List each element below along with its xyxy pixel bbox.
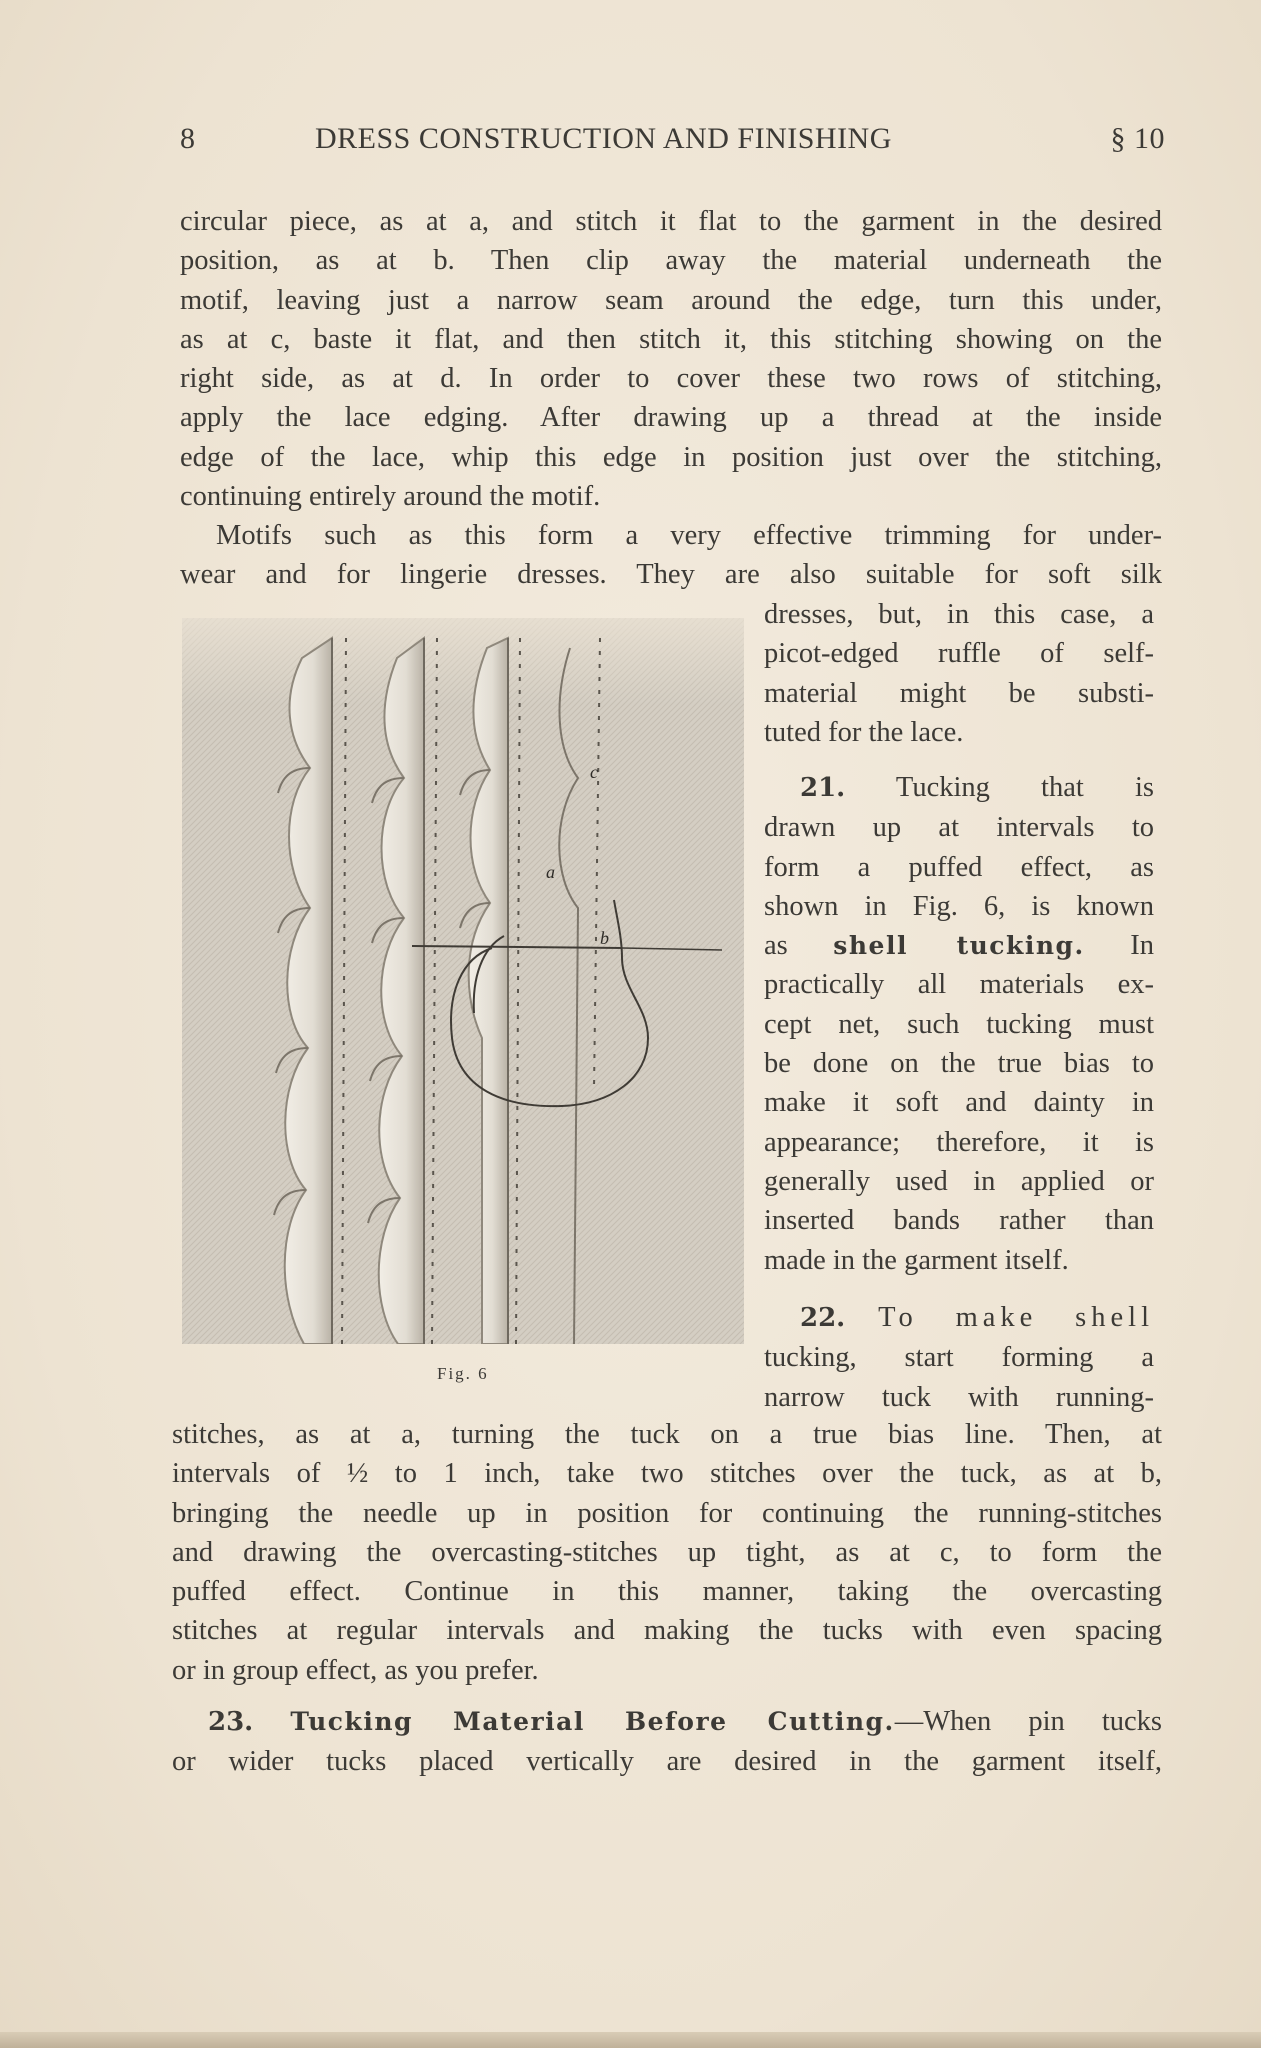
text-line: continuing entirely around the motif. xyxy=(180,481,601,513)
figure-label-b: b xyxy=(600,928,609,948)
text-line xyxy=(172,1702,1162,1742)
text-line: generally used in applied or xyxy=(764,1165,1154,1197)
figure-shell-tucking xyxy=(182,618,744,1344)
text-line: picot-edged ruffle of self- xyxy=(764,638,1154,670)
text-line: puffed effect. Continue in this manner, taking the overcasting xyxy=(172,1576,1162,1608)
text-line: intervals of ½ to 1 inch, take two stitches over the tuck, as at b, xyxy=(172,1458,1162,1490)
text-line: appearance; therefore, it is xyxy=(764,1126,1154,1158)
text-line: tuted for the lace. xyxy=(764,716,964,748)
text-line: form a puffed effect, as xyxy=(764,851,1154,883)
figure-caption: Fig. 6 xyxy=(437,1364,489,1383)
text-line: material might be substi- xyxy=(764,677,1154,709)
text-line: shown in Fig. 6, is known xyxy=(764,890,1154,922)
text-line: circular piece, as at a, and stitch it flat to the garment in the desired xyxy=(180,206,1162,237)
section-22-body xyxy=(172,1415,1162,1690)
text-line: apply the lace edging. After drawing up a thread at the inside xyxy=(180,402,1162,434)
text-line xyxy=(764,926,1154,965)
text-line: right side, as at d. In order to cover these two rows of stitching, xyxy=(180,363,1162,395)
section-number: 22. xyxy=(800,1303,846,1333)
paragraph-2 xyxy=(180,516,1162,595)
paragraph-1 xyxy=(180,202,1162,516)
running-header xyxy=(180,122,1165,162)
text-line: drawn up at intervals to xyxy=(764,812,1154,844)
text-line: as at c, baste it flat, and then stitch it, this stitching showing on the xyxy=(180,323,1162,355)
section-21 xyxy=(764,768,1154,1280)
text-line: or in group effect, as you prefer. xyxy=(172,1654,539,1686)
text-line: made in the garment itself. xyxy=(764,1244,1069,1276)
text-line: wear and for lingerie dresses. They are also suitable for soft silk xyxy=(180,559,1162,591)
section-number: 21. xyxy=(800,773,846,803)
text-line: motif, leaving just a narrow seam around the edge, turn this under, xyxy=(180,284,1162,316)
figure-illustration xyxy=(182,618,744,1344)
page-number: 8 xyxy=(180,122,196,155)
text-line: cept net, such tucking must xyxy=(764,1008,1154,1040)
section-mark: § 10 xyxy=(1110,122,1165,155)
text-line: inserted bands rather than xyxy=(764,1205,1154,1237)
figure-label-c: c xyxy=(590,762,598,782)
text-line: stitches, as at a, turning the tuck on a true bias line. Then, at xyxy=(172,1419,1162,1450)
text-line: narrow tuck with running- xyxy=(764,1381,1154,1413)
text-line: make it soft and dainty in xyxy=(764,1087,1154,1119)
text-line: practically all materials ex- xyxy=(764,969,1154,1001)
text-fragment: —When pin tucks xyxy=(894,1706,1162,1737)
text-line: tucking, start forming a xyxy=(764,1342,1154,1374)
text-line: or wider tucks placed vertically are desired in the garment itself, xyxy=(172,1746,1162,1778)
bold-term: shell tucking. xyxy=(833,931,1085,961)
text-fragment: Tucking that is xyxy=(895,772,1154,803)
text-line: and drawing the overcasting-stitches up tight, as at c, to form the xyxy=(172,1536,1162,1568)
text-line: Motifs such as this form a very effective trimming for under- xyxy=(216,520,1162,551)
text-line: edge of the lace, whip this edge in position just over the stitching, xyxy=(180,441,1162,473)
text-fragment: To make shell xyxy=(878,1302,1155,1333)
text-line: dresses, but, in this case, a xyxy=(764,599,1154,630)
text-line: bringing the needle up in position for continuing the running-stitches xyxy=(172,1497,1162,1529)
text-fragment: as xyxy=(764,930,788,962)
paragraph-2-continued xyxy=(764,595,1154,752)
section-22-start xyxy=(764,1298,1154,1417)
text-line: be done on the true bias to xyxy=(764,1048,1154,1080)
figure-label-a: a xyxy=(546,862,555,882)
page-edge xyxy=(0,2032,1261,2048)
text-line xyxy=(764,768,1154,808)
text-line: position, as at b. Then clip away the material underneath the xyxy=(180,245,1162,277)
text-fragment: In xyxy=(1130,930,1154,962)
section-23 xyxy=(172,1702,1162,1782)
section-number: 23. xyxy=(208,1707,254,1737)
section-heading: Tucking Material Before Cutting. xyxy=(290,1707,895,1736)
text-line: stitches at regular intervals and making the tucks with even spacing xyxy=(172,1615,1162,1647)
text-line xyxy=(764,1298,1154,1338)
header-title: DRESS CONSTRUCTION AND FINISHING xyxy=(315,122,892,155)
